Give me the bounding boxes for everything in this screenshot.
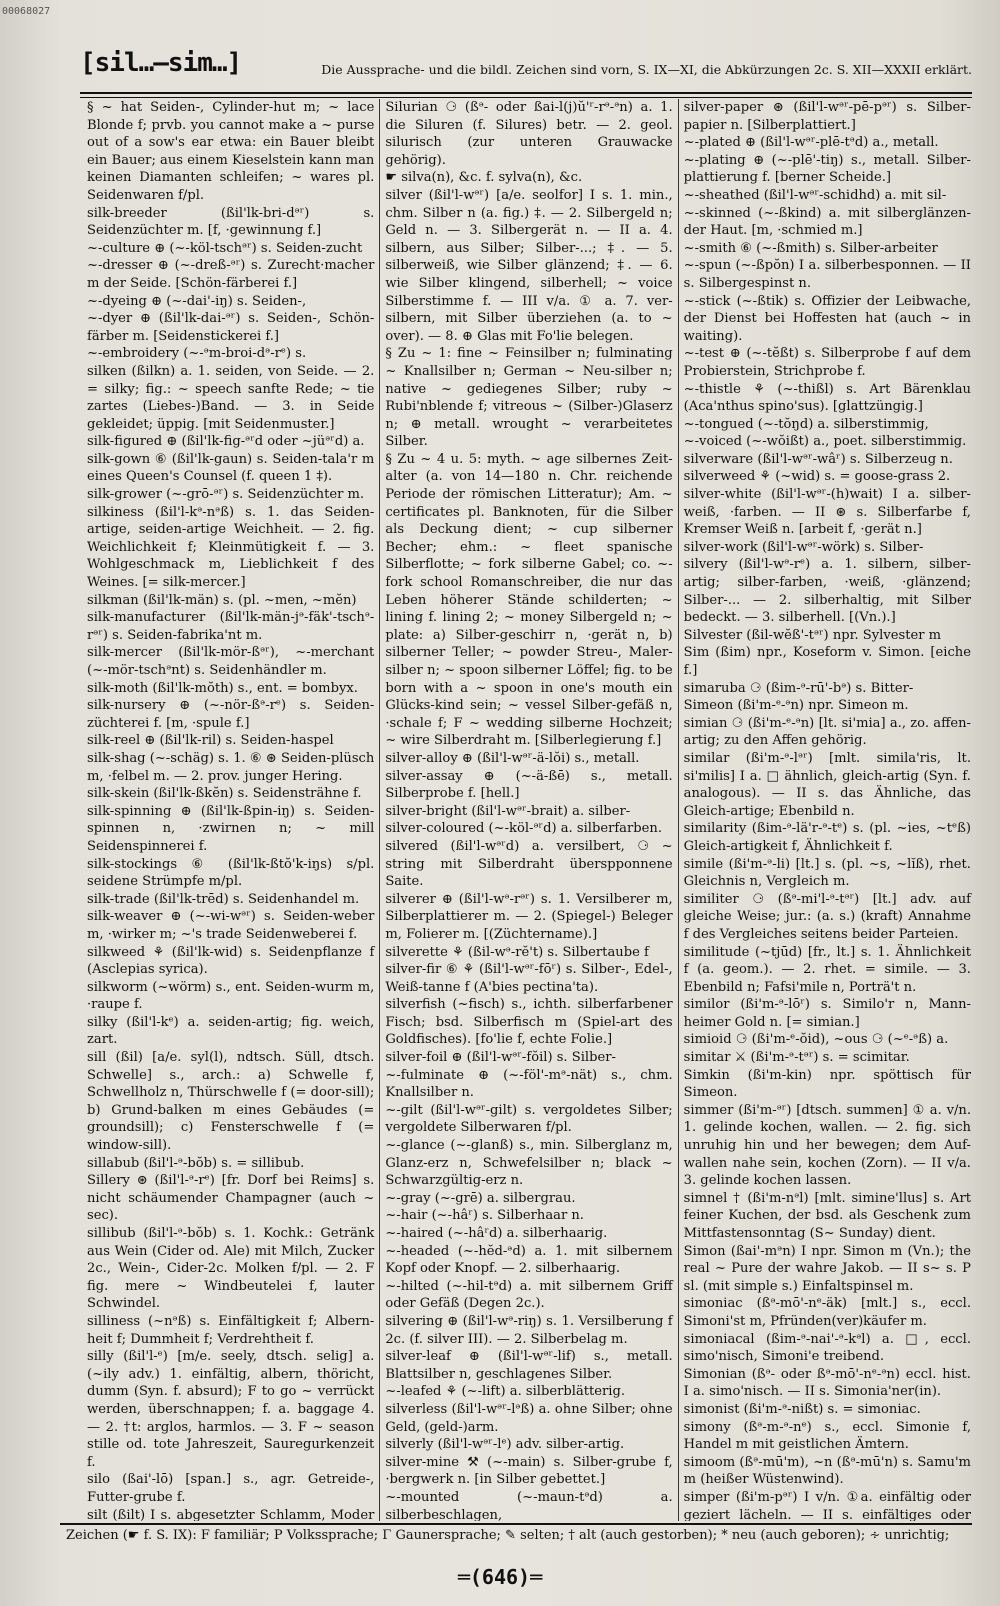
dictionary-entry: ~-spun (~-ßpŏn) I a. silberbesponnen. — II s. Silbergespinst n.: [683, 258, 971, 291]
dictionary-entry: Silvester (ßil-wĕß'-tᵊʳ) npr. Sylvester m: [683, 627, 942, 643]
dictionary-entry: silvery (ßil'l-wᵊ-rᵉ) a. 1. silbern, silber-artig; silber-farben, ·weiß, ·glänzend; Silber-... — 2. silberhaltig, mit Silber bedeckt. — 3. silberhell. [(Vn.).]: [683, 557, 971, 626]
column-middle: [379, 99, 677, 1521]
dictionary-entry: silk-gown ⑥ (ßil'lk-gaun) s. Seiden-tala'r m eines Queen's Counsel (f. queen 1 ‡).: [87, 451, 375, 485]
dictionary-entry: silver-assay ⊕ (~-ä-ßē) s., metall. Silberprobe f. [hell.]: [385, 768, 673, 802]
dictionary-entry: Simon (ßai'-mᵊn) I npr. Simon m (Vn.); the real ~ Pure der wahre Jakob. — II s~ s. P sl. (mit simple s.) Einfaltspinsel m.: [683, 1243, 971, 1294]
dictionary-entry: § Zu ~ 4 u. 5: myth. ~ age silbernes Zeit-alter (a. von 14—180 n. Chr. reichende Periode der römischen Litteratur); Am. ~ certificates pl. Banknoten, für die Silber als Deckung dient; ~ cup silberner Becher; ehm.: ~ fleet spanische Silberflotte; ~ fork silberne Gabel; co. ~-fork school Romanschreiber, die nur das Leben höherer Stände schilderten; ~ lining f. lining 2; ~ money Silbergeld n; ~ plate: a) Silber-geschirr n, ·gerät n, b) silberner Teller; ~ powder Streu-, Maler-silber n; ~ spoon silberner Löffel; fig. to be born with a ~ spoon in one's mouth ein Glücks-kind sein; ~ vessel Silber-gefäß n, ·schale f; F ~ wedding silberne Hochzeit; ~ wire Silberdraht m. [Silberlegierung f.]: [385, 451, 673, 749]
dictionary-entry: ~-test ⊕ (~-tĕßt) s. Silberprobe f auf dem Probierstein, Strichprobe f.: [683, 346, 971, 379]
dictionary-entry: silverly (ßil'l-wᵊʳ-lᵉ) adv. silber-artig.: [385, 1437, 625, 1453]
dictionary-entry: silk-grower (~-grō-ᵊʳ) s. Seidenzüchter m.: [87, 487, 365, 503]
dictionary-entry: ~-tongued (~-tŏŋd) a. silberstimmig,: [683, 416, 929, 432]
dictionary-entry: ~-sheathed (ßil'l-wᵊʳ-schidhd) a. mit sil-: [683, 187, 947, 203]
dictionary-entry: Simkin (ßi'm-kin) npr. spöttisch für Simeon.: [683, 1067, 971, 1101]
dictionary-entry: ~-stick (~-ßtik) s. Offizier der Leibwache, der Dienst bei Hoffesten hat (auch ~ in waiting).: [683, 293, 971, 344]
header-rule: [80, 92, 972, 98]
page-id: 00068027: [2, 6, 51, 17]
dictionary-entry: simitar ⚔ (ßi'm-ᵊ-tᵊʳ) s. = scimitar.: [683, 1050, 910, 1066]
dictionary-entry: similiter ⚆ (ßᵊ-mi'l-ᵊ-tᵊʳ) [lt.] adv. auf gleiche Weise; jur.: (a. s.) (kraft) Annahme f des Vergleiches seitens beider Parteien.: [683, 891, 971, 942]
dictionary-entry: sillabub (ßil'l-ᵊ-bŏb) s. = sillibub.: [87, 1155, 305, 1171]
dictionary-entry: silk-breeder (ßil'lk-bri-dᵊʳ) s. Seidenzüchter m. [f, ·gewinnung f.]: [87, 205, 375, 239]
entry-range-label: [sil…—sim…]: [80, 48, 242, 78]
column-right: [678, 99, 976, 1521]
dictionary-entry: silt (ßilt) I s. abgesetzter Schlamm, Moder: [87, 1507, 375, 1521]
dictionary-entry: ~-fulminate ⊕ (~-föl'-mᵊ-nät) s., chm. Knallsilber n.: [385, 1067, 673, 1101]
dictionary-entry: silken (ßilkn) a. 1. seiden, von Seide. — 2. = silky; fig.: ~ speech sanfte Rede; ~ tie zartes (Liebes-)Band. — 3. in Seide gekleidet; üppig. [mit Seidenmuster.]: [87, 363, 375, 432]
dictionary-entry: ~-haired (~-hâʳd) a. silberhaarig.: [385, 1226, 608, 1241]
footer-rule: [60, 1523, 972, 1525]
dictionary-entry: ~-dyeing ⊕ (~-dai'-iŋ) s. Seiden-,: [87, 293, 307, 309]
dictionary-entry: ~-dyer ⊕ (ßil'lk-dai-ᵊʳ) s. Seiden-, Schön-färber m. [Seidenstickerei f.]: [87, 311, 375, 344]
dictionary-entry: silk-weaver ⊕ (~-wi-wᵊʳ) s. Seiden-weber m, ·wirker m; ~'s trade Seidenweberei f.: [87, 909, 375, 942]
dictionary-entry: sillibub (ßil'l-ᵊ-bŏb) s. 1. Kochk.: Getränk aus Wein (Cider od. Ale) mit Milch, Zucker 2c., Wein-, Cider-2c. Molken f/pl. — 2. F fig. mere ~ Windbeutelei f, lauter Schwindel.: [87, 1226, 375, 1312]
page-number: ═(646)═: [457, 1565, 543, 1589]
dictionary-entry: similar (ßi'm-ᵊ-lᵊʳ) [mlt. simila'ris, lt. si'milis] I a. □ ähnlich, gleich-artig (Syn. f. analogous). — II s. das Ähnliche, das Gleich-artige; Ebenbild n.: [683, 750, 971, 819]
dictionary-entry: silk-moth (ßil'lk-mŏth) s., ent. = bombyx.: [87, 680, 358, 696]
dictionary-entry: simoom (ßᵊ-mū'm), ~n (ßᵊ-mū'n) s. Samu'm m (heißer Wüstenwind).: [683, 1454, 971, 1488]
dictionary-entry: silverer ⊕ (ßil'l-wᵊ-rᵊʳ) s. 1. Versilberer m, Silberplattierer m. — 2. (Spiegel-) Beleger m, Folierer m. [(Züchtername).]: [385, 891, 673, 942]
dictionary-entry: simper (ßi'm-pᵊʳ) I v/n. ①a. einfältig oder geziert lächeln. — II s. einfältiges oder: [683, 1489, 971, 1521]
dictionary-entry: silkiness (ßil'l-kᵊ-nᵊß) s. 1. das Seiden-artige, seiden-artige Weichheit. — 2. fig. Weichlichkeit f; Kleinmütigkeit f. — 3. Wohlgeschmack m, Lieblichkeit f des Weines. [= silk-mercer.]: [87, 504, 375, 591]
dictionary-entry: ~-hilted (~-hil-tᵊd) a. mit silbernem Griff oder Gefäß (Degen 2c.).: [385, 1278, 673, 1312]
dictionary-entry: silverless (ßil'l-wᵊʳ-lᵊß) a. ohne Silber; ohne Geld, (geld-)arm.: [385, 1401, 673, 1435]
dictionary-entry: Silurian ⚆ (ßᵊ- oder ßai-l(j)ŭ'ʳ-rᵊ-ᵊn) a. 1. die Siluren (f. Silures) betr. — 2. geol. silurisch (zur unteren Grauwacke gehörig).: [385, 100, 673, 168]
header-note: Die Aussprache- und die bildl. Zeichen sind vorn, S. IX—XI, die Abkürzungen 2c. S. XII—XXXII erklärt.: [321, 62, 972, 77]
dictionary-entry: ~-dresser ⊕ (~-dreß-ᵊʳ) s. Zurecht·macher m der Seide. [Schön-färberei f.]: [87, 258, 375, 291]
dictionary-entry: ~-mounted (~-maun-tᵊd) a. silberbeschlagen,: [385, 1489, 673, 1521]
dictionary-entry: ~-embroidery (~-ᵊm-broi-dᵊ-rᵉ) s.: [87, 346, 307, 362]
dictionary-entry: ~-skinned (~-ßkind) a. mit silberglänzen-der Haut. [m, ·schmied m.]: [683, 205, 971, 239]
dictionary-entry: ☛ silva(n), &c. f. sylva(n), &c.: [385, 170, 583, 186]
page-header: [80, 46, 972, 90]
dictionary-entry: silly (ßil'l-ᵉ) [m/e. seely, dtsch. selig] a. (~ily adv.) 1. einfältig, albern, thöricht, dumm (Syn. f. absurd); F to go ~ verrückt werden, überschnappen; f. a. baggage 4. — 2. †t: arglos, harmlos. — 3. F ~ season stille od. tote Jahreszeit, Sauregurkenzeit f.: [87, 1349, 375, 1470]
dictionary-entry: silkworm (~wörm) s., ent. Seiden-wurm m, ·raupe f.: [87, 979, 375, 1013]
dictionary-entry: silk-mercer (ßil'lk-mör-ßᵊʳ), ~-merchant (~-mör-tschᵊnt) s. Seidenhändler m.: [87, 645, 375, 678]
dictionary-entry: silk-figured ⊕ (ßil'lk-fig-ᵊʳd oder ~jüᵊʳd) a.: [87, 434, 365, 450]
dictionary-entry: silverware (ßil'l-wᵊʳ-wâʳ) s. Silberzeug n.: [683, 451, 953, 467]
dictionary-entry: silky (ßil'l-kᵉ) a. seiden-artig; fig. weich, zart.: [87, 1014, 375, 1048]
dictionary-entry: silverweed ⚘ (~wid) s. = goose-grass 2.: [683, 469, 951, 485]
dictionary-entry: Sillery ⊛ (ßil'l-ᵊ-rᵉ) [fr. Dorf bei Reims] s. nicht schäumender Champagner (auch ~ sec).: [87, 1173, 375, 1224]
dictionary-entry: silver-fir ⑥ ⚘ (ßil'l-wᵊʳ-fōʳ) s. Silber-, Edel-, Weiß-tanne f (A'bies pectina'ta).: [385, 962, 673, 995]
dictionary-entry: silver-bright (ßil'l-wᵊʳ-brait) a. silber-: [385, 803, 631, 819]
dictionary-entry: ~-gray (~-grē) a. silbergrau.: [385, 1190, 576, 1206]
dictionary-entry: silver-paper ⊛ (ßil'l-wᵊʳ-pē-pᵊʳ) s. Silber-papier n. [Silberplattiert.]: [683, 100, 971, 133]
dictionary-entry: silk-spinning ⊕ (ßil'lk-ßpin-iŋ) s. Seiden-spinnen n, ·zwirnen n; ~ mill Seidenspinnerei f.: [87, 803, 375, 854]
dictionary-entry: ~-glance (~-glanß) s., min. Silberglanz m, Glanz-erz n, Schwefelsilber n; black ~ Schwarzgültig-erz n.: [385, 1138, 673, 1189]
dictionary-entry: similarity (ßim-ᵊ-lä'r-ᵊ-tᵉ) s. (pl. ~ies, ~tᵉß) Gleich-artigkeit f, Ähnlichkeit f.: [683, 821, 971, 854]
dictionary-entry: silo (ßai'-lō) [span.] s., agr. Getreide-, Futter-grube f.: [87, 1472, 375, 1505]
dictionary-entry: simnel † (ßi'm-nᵊl) [mlt. simine'llus] s. Art feiner Kuchen, der bsd. als Geschenk zum Mittfastensonntag (S~ Sunday) dient.: [683, 1190, 971, 1241]
dictionary-entry: simaruba ⚆ (ßim-ᵊ-rū'-bᵊ) s. Bitter-: [683, 680, 914, 696]
dictionary-entry: Sim (ßim) npr., Koseform v. Simon. [eiche f.]: [683, 645, 971, 678]
dictionary-entry: similor (ßi'm-ᵊ-lōʳ) s. Similo'r n, Mann-heimer Gold n. [= simian.]: [683, 997, 971, 1030]
dictionary-entry: ~-headed (~-hĕd-ᵊd) a. 1. mit silbernem Kopf oder Knopf. — 2. silberhaarig.: [385, 1243, 673, 1277]
dictionary-entry: ~-culture ⊕ (~-köl-tschᵊʳ) s. Seiden-zucht: [87, 240, 363, 256]
dictionary-entry: Simeon (ßi'm-ᵉ-ᵊn) npr. Simeon m.: [683, 698, 909, 714]
dictionary-entry: silk-manufacturer (ßil'lk-män-jᵊ-fäk'-tschᵊ-rᵊʳ) s. Seiden-fabrika'nt m.: [87, 610, 375, 643]
dictionary-entry: ~-leafed ⚘ (~-lift) a. silberblätterig.: [385, 1384, 626, 1400]
dictionary-entry: ~-thistle ⚘ (~-thißl) s. Art Bärenklau (Aca'nthus spino'sus). [glattzüngig.]: [683, 381, 971, 415]
dictionary-entry: § Zu ~ 1: fine ~ Feinsilber n; fulminating ~ Knallsilber n; German ~ Neu-silber n; native ~ gediegenes Silber; ruby ~ Rubi'nblende f; vitreous ~ (Silber-)Glaserz n; ⊕ metall. wrought ~ verarbeitetes Silber.: [385, 346, 673, 450]
dictionary-entry: simoniac (ßᵊ-mō'-nᵉ-äk) [mlt.] s., eccl. Simoni'st m, Pfründen(ver)käufer m.: [683, 1296, 971, 1329]
dictionary-entry: silkman (ßil'lk-män) s. (pl. ~men, ~mĕn): [87, 592, 357, 608]
dictionary-entry: similitude (~tjūd) [fr., lt.] s. 1. Ähnlichkeit f (a. geom.). — 2. rhet. = simile. — 3. Ebenbild n; Fafsi'mile n, Porträ't n.: [683, 944, 971, 995]
dictionary-entry: ~-voiced (~-wŏißt) a., poet. silberstimmig.: [683, 434, 967, 450]
entry-columns: [82, 99, 976, 1521]
dictionary-entry: silver-mine ⚒ (~-main) s. Silber-grube f, ·bergwerk n. [in Silber gebettet.]: [385, 1454, 673, 1488]
symbol-legend: Zeichen (☛ f. S. IX): F familiär; P Volkssprache; Γ Gaunersprache; ✎ selten; † alt (auch gestorben); * neu (auch geboren); ∻ unrichtig;: [66, 1528, 950, 1543]
dictionary-entry: silkweed ⚘ (ßil'lk-wid) s. Seidenpflanze f (Asclepias syrica).: [87, 944, 375, 978]
dictionary-entry: silverfish (~fisch) s., ichth. silberfarbener Fisch; bsd. Silberfisch m (Spiel-art des Goldfisches). [fo'lie f, echte Folie.]: [385, 997, 673, 1048]
dictionary-entry: silver-foil ⊕ (ßil'l-wᵊʳ-fŏil) s. Silber-: [385, 1050, 616, 1066]
dictionary-entry: simonist (ßi'm-ᵊ-nißt) s. = simoniac.: [683, 1401, 921, 1417]
dictionary-entry: § ~ hat Seiden-, Cylinder-hut m; ~ lace Blonde f; prvb. you cannot make a ~ purse out of a sow's ear etwa: ein Bauer bleibt ein Bauer; aus einem Kieselstein kann man keinen Diamanten schleifen; ~ wares pl. Seidenwaren f/pl.: [87, 100, 375, 203]
dictionary-entry: simile (ßi'm-ᵊ-li) [lt.] s. (pl. ~s, ~lĭß), rhet. Gleichnis n, Vergleich m.: [683, 856, 971, 890]
dictionary-entry: silvered (ßil'l-wᵊʳd) a. versilbert, ⚆ ~ string mit Silberdraht überspponnene Saite.: [385, 838, 673, 890]
dictionary-entry: silver-coloured (~-köl-ᵊʳd) a. silberfarben.: [385, 821, 662, 837]
dictionary-entry: simony (ßᵊ-m-ᵊ-nᵉ) s., eccl. Simonie f, Handel m mit geistlichen Ämtern.: [683, 1419, 971, 1453]
dictionary-entry: ~-plated ⊕ (ßil'l-wᵊʳ-plē-tᵊd) a., metall.: [683, 135, 939, 151]
dictionary-entry: silvering ⊕ (ßil'l-wᵊ-riŋ) s. 1. Versilberung f 2c. (f. silver III). — 2. Silberbelag m.: [385, 1313, 673, 1347]
dictionary-entry: simoniacal (ßim-ᵊ-nai'-ᵊ-kᵊl) a. □, eccl. simo'nisch, Simoni'e treibend.: [683, 1331, 971, 1365]
dictionary-entry: sill (ßil) [a/e. syl(l), ndtsch. Süll, dtsch. Schwelle] s., arch.: a) Schwelle f, Schwellholz n, Thürschwelle f (= door-sill); b) Grund-balken m eines Gebäudes (= groundsill); c) Fensterschwelle f (= window-sill).: [87, 1050, 375, 1154]
dictionary-entry: silk-shag (~-schäg) s. 1. ⑥ ⊛ Seiden-plüsch m, ·felbel m. — 2. prov. junger Hering.: [87, 750, 375, 784]
dictionary-entry: simioid ⚆ (ßi'm-ᵉ-ŏid), ~ous ⚆ (~ᵉ-ᵊß) a.: [683, 1032, 949, 1048]
dictionary-entry: silk-skein (ßil'lk-ßkĕn) s. Seidensträhne f.: [87, 786, 362, 802]
dictionary-entry: silk-nursery ⊕ (~-nör-ßᵊ-rᵉ) s. Seiden-züchterei f. [m, ·spule f.]: [87, 698, 375, 731]
dictionary-entry: silk-stockings ⑥ (ßil'lk-ßtŏ'k-iŋs) s/pl. seidene Strümpfe m/pl.: [87, 856, 375, 890]
dictionary-entry: silliness (~nᵊß) s. Einfältigkeit f; Albern-heit f; Dummheit f; Verdrehtheit f.: [87, 1313, 375, 1347]
dictionary-entry: ~-gilt (ßil'l-wᵊʳ-gilt) s. vergoldetes Silber; vergoldete Silberwaren f/pl.: [385, 1102, 673, 1136]
dictionary-entry: ~-plating ⊕ (~-plē'-tiŋ) s., metall. Silber-plattierung f. [berner Scheide.]: [683, 152, 971, 186]
dictionary-entry: simmer (ßi'm-ᵊʳ) [dtsch. summen] ① a. v/n. 1. gelinde kochen, wallen. — 2. fig. sich unruhig hin und her bewegen; dem Auf-wallen nahe sein, kochen (Zorn). — II v/a. 3. gelinde kochen lassen.: [683, 1102, 971, 1189]
dictionary-entry: ~-smith ⑥ (~-ßmith) s. Silber-arbeiter: [683, 240, 938, 256]
dictionary-entry: Simonian (ßᵊ- oder ßᵊ-mō'-nᵉ-ᵊn) eccl. hist. I a. simo'nisch. — II s. Simonia'ner(in).: [683, 1366, 971, 1400]
dictionary-entry: ~-hair (~-hâʳ) s. Silberhaar n.: [385, 1208, 584, 1224]
dictionary-entry: silver (ßil'l-wᵊʳ) [a/e. seolfor] I s. 1. min., chm. Silber n (a. fig.) ‡. — 2. Silbergeld n; Geld n. — 3. Silbergerät n. — II a. 4. silbern, aus Silber; Silber-...; ‡. — 5. silberweiß, wie Silber glänzend; ‡. — 6. wie Silber klingend, silberhell; ~ voice Silberstimme f. — III v/a. ① a. 7. ver-silbern, mit Silber überziehen (a. to ~ over). — 8. ⊕ Glas mit Fo'lie belegen.: [385, 187, 673, 344]
dictionary-entry: silk-trade (ßil'lk-trēd) s. Seidenhandel m.: [87, 891, 360, 907]
dictionary-entry: silver-alloy ⊕ (ßil'l-wᵊʳ-ä-lŏi) s., metall.: [385, 750, 640, 766]
dictionary-entry: silver-work (ßil'l-wᵊʳ-wörk) s. Silber-: [683, 539, 924, 555]
dictionary-entry: silver-leaf ⊕ (ßil'l-wᵊʳ-lif) s., metall. Blattsilber n, geschlagenes Silber.: [385, 1349, 673, 1382]
dictionary-entry: silverette ⚘ (ßil-wᵊ-rĕ't) s. Silbertaube f: [385, 944, 649, 960]
dictionary-entry: silver-white (ßil'l-wᵊʳ-(h)wait) I a. silber-weiß, ·farben. — II ⊛ s. Silberfarbe f, Kremser Weiß n. [arbeit f, ·gerät n.]: [683, 487, 971, 538]
dictionary-entry: simian ⚆ (ßi'm-ᵉ-ᵊn) [lt. si'mia] a., zo. affen-artig; zu den Affen gehörig.: [683, 715, 971, 749]
column-left: [82, 99, 379, 1521]
dictionary-entry: silk-reel ⊕ (ßil'lk-ril) s. Seiden-haspel: [87, 733, 334, 749]
